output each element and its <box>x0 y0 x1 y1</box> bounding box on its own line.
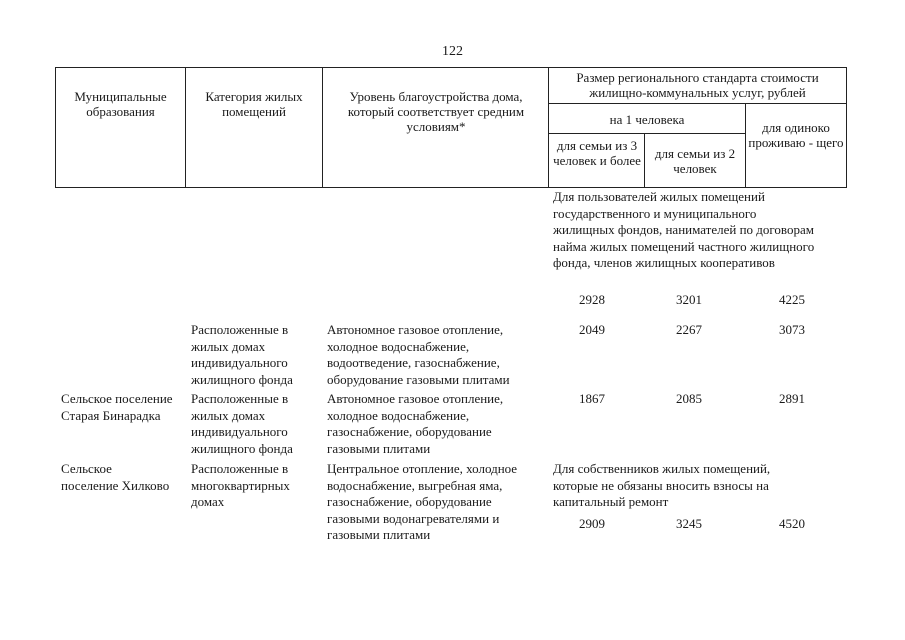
row-municipality: Сельское поселение Старая Бинарадка <box>61 391 173 423</box>
row-value-family3: 2049 <box>579 322 605 337</box>
row-value-single: 4520 <box>779 516 805 531</box>
row-category: Расположенные в многоквартирных домах <box>191 461 290 509</box>
header-standard: Размер регионального стандарта стоимости жилищно-коммунальных услуг, рублей <box>576 70 819 100</box>
header-per-person: на 1 человека <box>609 112 685 127</box>
row-level: Автономное газовое отопление, холодное водоснабжение, газоснабжение, оборудование газовыми плитами <box>327 391 504 456</box>
row-value-family2: 2085 <box>676 391 702 406</box>
header-single: для одиноко проживаю - щего <box>748 120 844 150</box>
row-value-single: 2891 <box>779 391 805 406</box>
row-municipality: Сельское поселение Хилково <box>61 461 170 493</box>
users-value-single: 4225 <box>779 292 805 307</box>
header-level: Уровень благоустройства дома, который соответствует средним условиям* <box>347 89 525 134</box>
row-category: Расположенные в жилых домах индивидуального жилищного фонда <box>191 391 293 456</box>
row-value-single: 3073 <box>779 322 805 337</box>
row-value-family2: 3245 <box>676 516 702 531</box>
row-value-family2: 2267 <box>676 322 702 337</box>
header-municipality: Муниципальные образования <box>74 89 167 119</box>
header-family2: для семьи из 2 человек <box>654 146 736 176</box>
row-category: Расположенные в жилых домах индивидуального жилищного фонда <box>191 322 293 387</box>
page-number: 122 <box>442 44 463 59</box>
header-category: Категория жилых помещений <box>205 89 303 119</box>
row-value-family3: 1867 <box>579 391 605 406</box>
users-value-family3: 2928 <box>579 292 605 307</box>
row-level: Автономное газовое отопление, холодное водоснабжение, водоотведение, газоснабжение, оборудование газовыми плитами <box>327 322 510 387</box>
users-value-family2: 3201 <box>676 292 702 307</box>
row-level: Центральное отопление, холодное водоснабжение, выгребная яма, газоснабжение, оборудование газовыми водонагревателями и газовыми плитами <box>327 461 518 542</box>
header-family3: для семьи из 3 человек и более <box>553 138 641 168</box>
owners-note: Для собственников жилых помещений, которые не обязаны вносить взносы на капитальный ремонт <box>553 461 771 509</box>
row-value-family3: 2909 <box>579 516 605 531</box>
users-note: Для пользователей жилых помещений государственного и муниципального жилищных фондов, нанимателей по договорам найма жилых помещений частного жилищного фонда, членов жилищных кооперативов <box>553 189 815 270</box>
